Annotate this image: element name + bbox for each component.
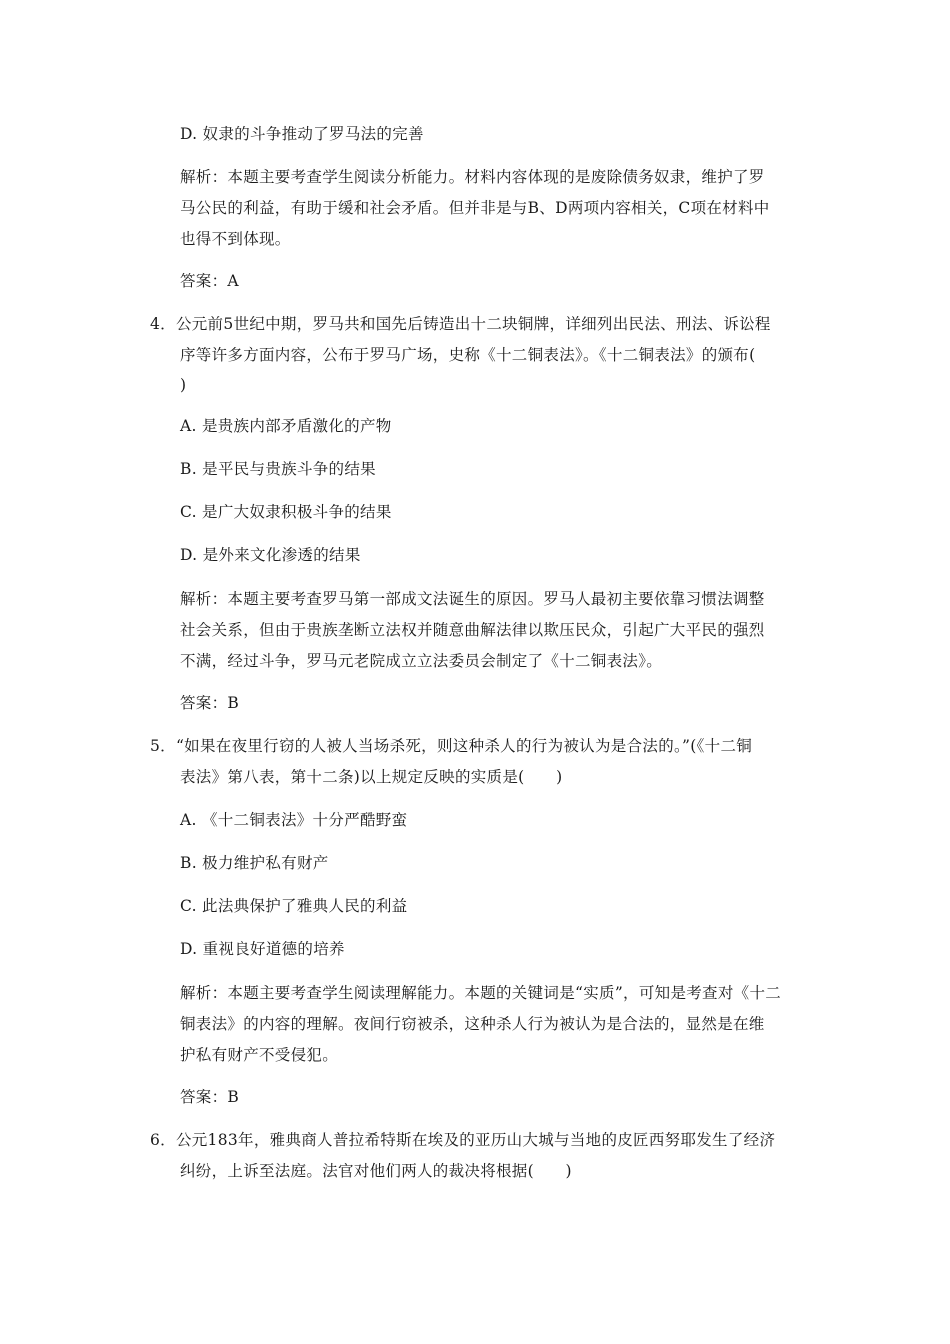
- q5-analysis-line-1: 解析：本题主要考查学生阅读理解能力。本题的关键词是“实质”，可知是考查对《十二: [180, 984, 782, 1002]
- q3-option-d: D. 奴隶的斗争推动了罗马法的完善: [180, 125, 424, 143]
- q4-stem-line-3: ): [180, 376, 187, 394]
- q4-answer: 答案：B: [180, 694, 240, 712]
- q5-answer: 答案：B: [180, 1088, 240, 1106]
- q5-stem-line-2: 表法》第八表，第十二条)以上规定反映的实质是( ): [180, 768, 563, 786]
- q3-analysis-line-1: 解析：本题主要考查学生阅读分析能力。材料内容体现的是废除债务奴隶，维护了罗: [180, 168, 765, 186]
- q5-analysis-line-3: 护私有财产不受侵犯。: [180, 1046, 339, 1064]
- q6-stem-line-1: 6．公元183年，雅典商人普拉希特斯在埃及的亚历山大城与当地的皮匠西努耶发生了经济: [150, 1131, 776, 1149]
- q5-analysis-line-2: 铜表法》的内容的理解。夜间行窃被杀，这种杀人行为被认为是合法的，显然是在维: [180, 1015, 765, 1033]
- q4-option-c: C. 是广大奴隶积极斗争的结果: [180, 503, 392, 521]
- q4-stem-line-2: 序等许多方面内容，公布于罗马广场，史称《十二铜表法》。《十二铜表法》的颁布(: [180, 346, 756, 364]
- q5-option-a: A. 《十二铜表法》十分严酷野蛮: [180, 811, 408, 829]
- q4-analysis-line-1: 解析：本题主要考查罗马第一部成文法诞生的原因。罗马人最初主要依靠习惯法调整: [180, 590, 765, 608]
- q5-stem-line-1: 5．“如果在夜里行窃的人被人当场杀死，则这种杀人的行为被认为是合法的。”(《十二铜: [150, 737, 753, 755]
- q4-analysis-line-2: 社会关系，但由于贵族垄断立法权并随意曲解法律以欺压民众，引起广大平民的强烈: [180, 621, 765, 639]
- q4-stem-line-1: 4．公元前5世纪中期，罗马共和国先后铸造出十二块铜牌，详细列出民法、刑法、诉讼程: [150, 315, 771, 333]
- q4-option-b: B. 是平民与贵族斗争的结果: [180, 460, 376, 478]
- q5-option-d: D. 重视良好道德的培养: [180, 940, 345, 958]
- q5-option-c: C. 此法典保护了雅典人民的利益: [180, 897, 408, 915]
- q4-analysis-line-3: 不满，经过斗争，罗马元老院成立立法委员会制定了《十二铜表法》。: [180, 652, 663, 670]
- q3-analysis-line-2: 马公民的利益，有助于缓和社会矛盾。但并非是与B、D两项内容相关，C项在材料中: [180, 199, 770, 217]
- q4-option-d: D. 是外来文化渗透的结果: [180, 546, 361, 564]
- q3-analysis-line-3: 也得不到体现。: [180, 230, 291, 248]
- q3-answer: 答案：A: [180, 272, 239, 290]
- q4-option-a: A. 是贵族内部矛盾激化的产物: [180, 417, 392, 435]
- q6-stem-line-2: 纠纷，上诉至法庭。法官对他们两人的裁决将根据( ): [180, 1162, 572, 1180]
- q5-option-b: B. 极力维护私有财产: [180, 854, 329, 872]
